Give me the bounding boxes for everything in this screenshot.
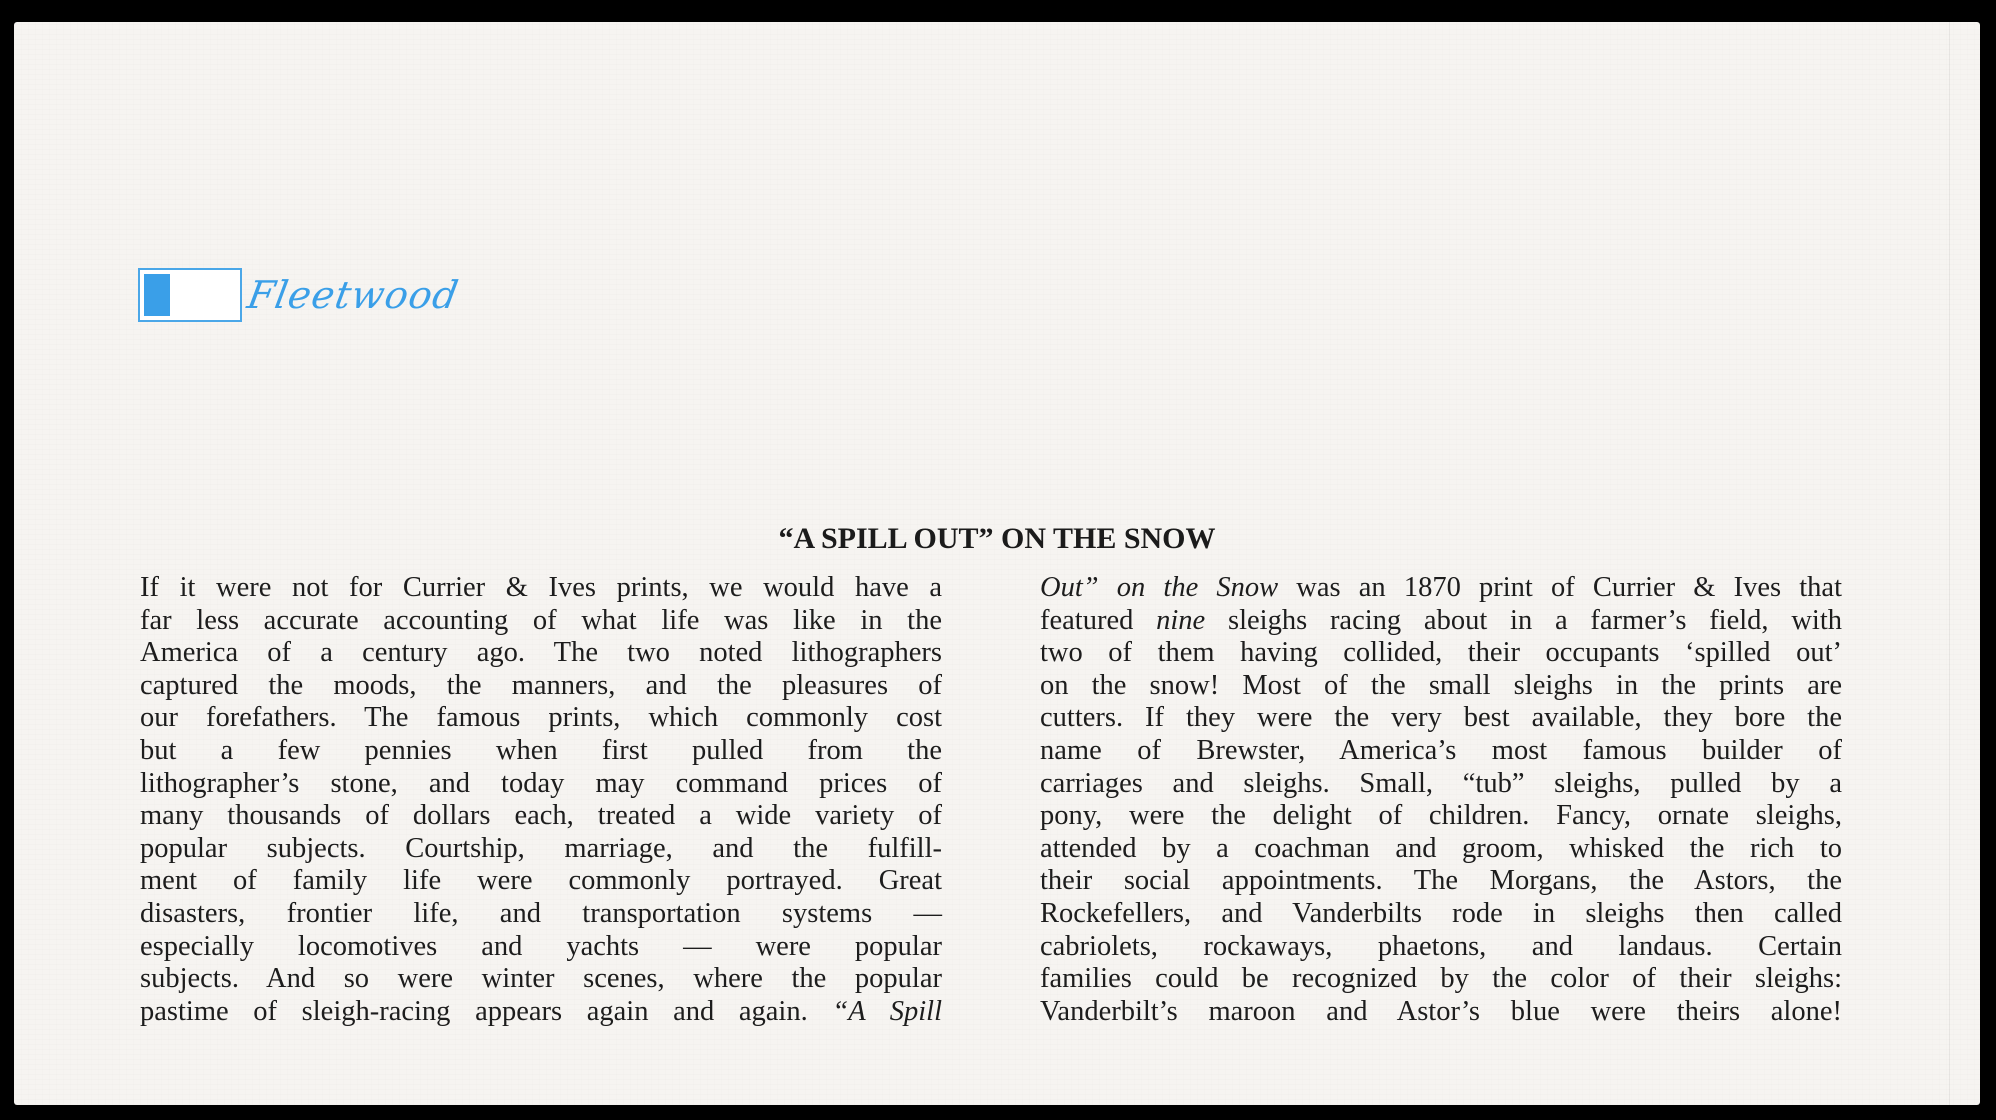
text-line: on the snow! Most of the small sleighs in the prints are [1040,669,1842,701]
logo-wordmark: Fleetwood [244,273,463,317]
fleetwood-logo [138,266,463,324]
article-left-column [140,572,942,1028]
text-line: families could be recognized by the color of their sleighs: [1040,963,1842,995]
text-line: captured the moods, the manners, and the pleasures of [140,669,942,701]
text-line: name of Brewster, America’s most famous builder of [1040,734,1842,766]
text-line: especially locomotives and yachts — were popular [140,930,942,962]
text-line [140,996,942,1029]
article-right-column [1040,572,1842,1028]
text-line: two of them having collided, their occupants ‘spilled out’ [1040,637,1842,669]
text-line: our forefathers. The famous prints, which commonly cost [140,702,942,734]
text-run: featured [1040,604,1157,636]
italic-title-run: “A Spill [832,995,942,1027]
text-line: disasters, frontier life, and transportation systems — [140,897,942,929]
italic-emphasis-run: nine [1156,604,1206,636]
text-line: lithographer’s stone, and today may command prices of [140,767,942,799]
text-line: their social appointments. The Morgans, the Astors, the [1040,865,1842,897]
text-line: many thousands of dollars each, treated a wide variety of [140,800,942,832]
logo-fill-block [144,274,170,316]
text-line: attended by a coachman and groom, whisked the rich to [1040,832,1842,864]
text-line: ment of family life were commonly portrayed. Great [140,865,942,897]
article-title: “A SPILL OUT” ON THE SNOW [778,522,1216,555]
text-line: Rockefellers, and Vanderbilts rode in sleighs then called [1040,897,1842,929]
logo-box-icon [138,268,242,322]
text-line: America of a century ago. The two noted lithographers [140,637,942,669]
text-run: was an 1870 print of Currier & Ives that [1278,572,1842,603]
text-line: far less accurate accounting of what life was like in the [140,604,942,636]
text-line: carriages and sleighs. Small, “tub” sleighs, pulled by a [1040,767,1842,799]
text-line [1040,605,1842,638]
text-run: sleighs racing about in a farmer’s field, with [1205,604,1842,636]
italic-title-run: Out” on the Snow [1040,572,1279,603]
text-line: Vanderbilt’s maroon and Astor’s blue were theirs alone! [1040,995,1842,1027]
text-line: but a few pennies when first pulled from the [140,734,942,766]
text-run: pastime of sleigh-racing appears again and again. [140,995,833,1027]
envelope-back [14,22,1980,1105]
text-line: cabriolets, rockaways, phaetons, and landaus. Certain [1040,930,1842,962]
text-line [1040,572,1842,605]
text-line: cutters. If they were the very best available, they bore the [1040,702,1842,734]
text-line: pony, were the delight of children. Fancy, ornate sleighs, [1040,800,1842,832]
envelope-flap-edge [1949,22,1980,1105]
text-line: If it were not for Currier & Ives prints, we would have a [140,572,942,603]
text-line: popular subjects. Courtship, marriage, and the fulfill- [140,832,942,864]
text-line: subjects. And so were winter scenes, where the popular [140,963,942,995]
